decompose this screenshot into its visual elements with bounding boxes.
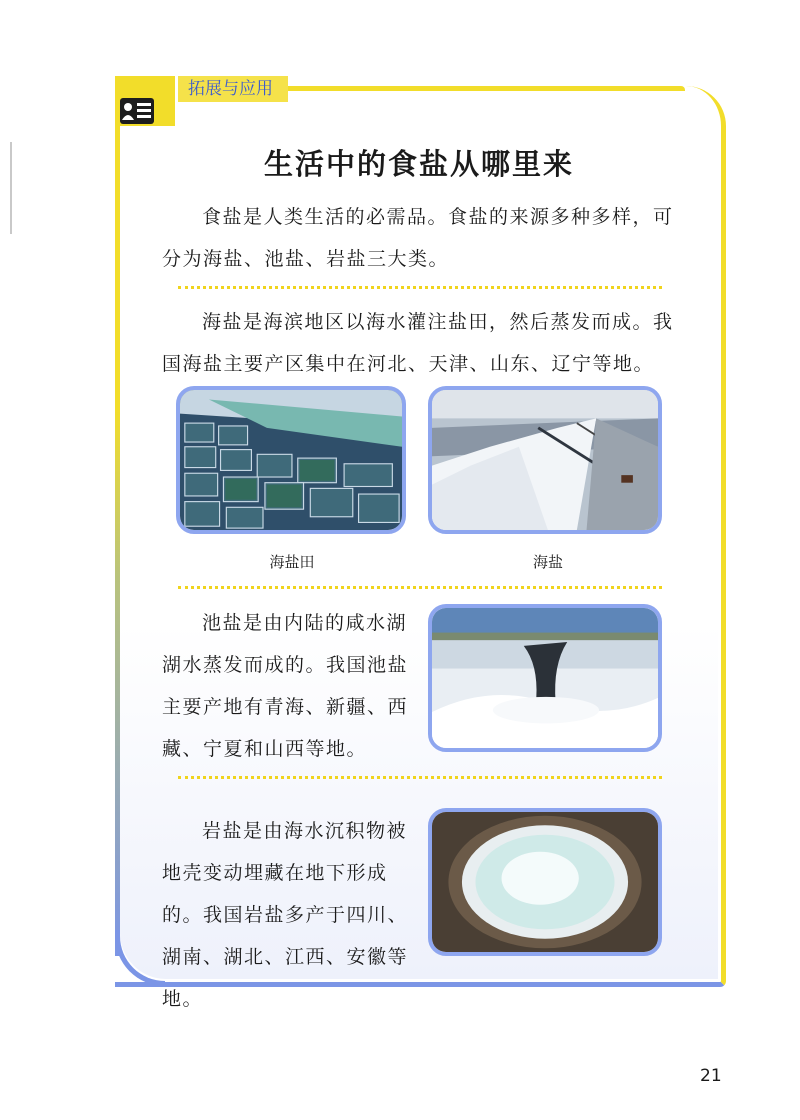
page-edge-mark xyxy=(10,142,12,234)
caption-salt-field: 海盐田 xyxy=(269,553,315,571)
pond-salt-photo xyxy=(428,604,662,752)
caption-sea-salt: 海盐 xyxy=(532,553,563,571)
dotted-divider xyxy=(178,776,662,779)
dotted-divider xyxy=(178,286,662,289)
rock-salt-paragraph: 岩盐是由海水沉积物被地壳变动埋藏在地下形成的。我国岩盐多产于四川、湖南、湖北、江西、安徽等地。 xyxy=(162,820,409,1010)
sea-salt-pile-photo xyxy=(428,386,662,534)
pond-salt-paragraph: 池盐是由内陆的咸水湖湖水蒸发而成的。我国池盐主要产地有青海、新疆、西藏、宁夏和山西等地。 xyxy=(162,612,409,760)
section-tag: 拓展与应用 xyxy=(178,76,288,102)
sea-salt-paragraph: 海盐是海滨地区以海水灌注盐田，然后蒸发而成。我国海盐主要产区集中在河北、天津、山东、辽宁等地。 xyxy=(162,311,674,375)
dotted-divider xyxy=(178,586,662,589)
salt-field-photo xyxy=(176,386,406,534)
rock-salt-photo xyxy=(428,808,662,956)
intro-paragraph: 食盐是人类生活的必需品。食盐的来源多种多样，可分为海盐、池盐、岩盐三大类。 xyxy=(162,206,674,270)
reading-card-icon xyxy=(120,98,154,124)
frame-left-border xyxy=(115,116,120,956)
frame-top-border xyxy=(285,86,685,91)
page-title: 生活中的食盐从哪里来 xyxy=(263,147,574,181)
page-number: 21 xyxy=(700,1066,722,1086)
